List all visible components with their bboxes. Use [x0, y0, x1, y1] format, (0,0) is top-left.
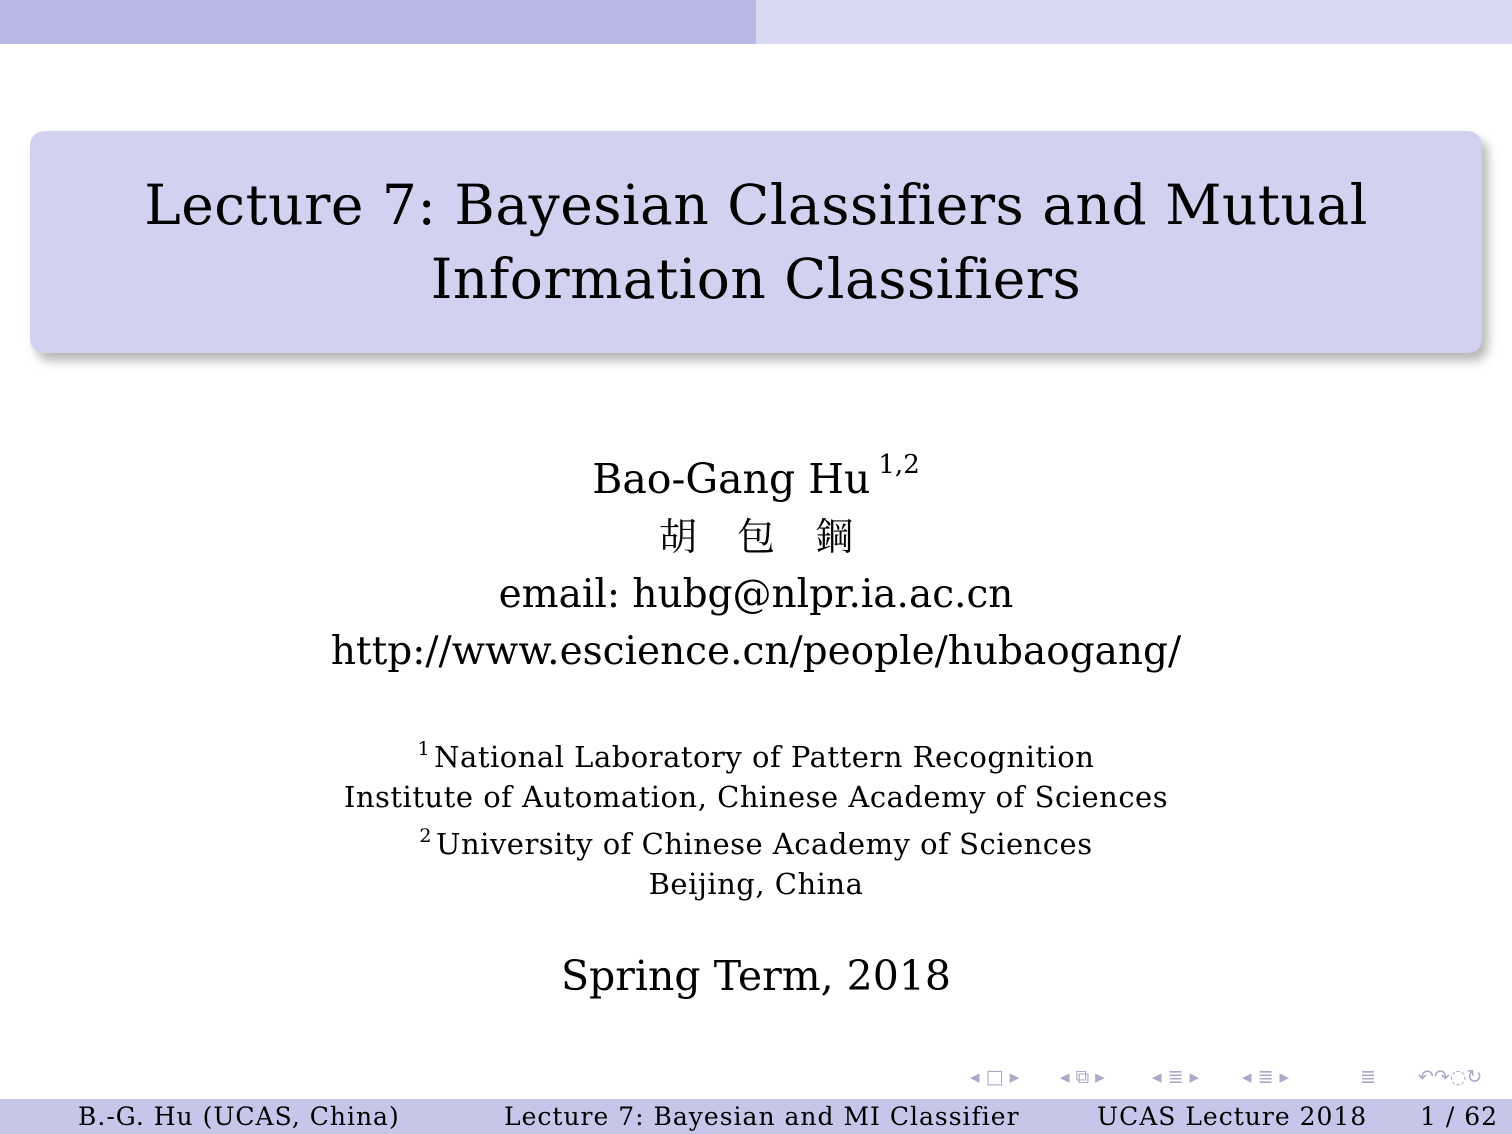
footer-author: B.-G. Hu (UCAS, China): [78, 1102, 400, 1131]
author-line: [0, 436, 1512, 508]
nav-subsection-icon[interactable]: ◂ ≣ ▸: [1152, 1066, 1200, 1088]
nav-align-icon[interactable]: ≣: [1360, 1066, 1376, 1088]
author-chinese-name: 胡 包 鋼: [658, 515, 868, 559]
top-bar-progress: [0, 0, 756, 44]
institute-name-2: University of Chinese Academy of Sciences: [436, 827, 1093, 861]
author-affiliation-marks: 1,2: [878, 450, 920, 480]
author-url: http://www.escience.cn/people/hubaogang/: [330, 629, 1182, 674]
slide-date: Spring Term, 2018: [560, 952, 952, 1000]
footer-bar: [0, 1099, 1512, 1134]
institute-line-1: [0, 730, 1512, 778]
institute-name-1: National Laboratory of Pattern Recognition: [434, 740, 1095, 774]
nav-frame-icon[interactable]: ◂ ⧉ ▸: [1060, 1066, 1105, 1088]
beamer-navigation: [968, 1064, 1508, 1090]
title-box: [30, 131, 1482, 353]
author-email: email: hubg@nlpr.ia.ac.cn: [498, 572, 1014, 617]
nav-prev-slide-icon[interactable]: ◂ □ ▸: [970, 1066, 1020, 1088]
footer-title: Lecture 7: Bayesian and MI Classifier: [504, 1102, 1020, 1131]
nav-section-icon[interactable]: ◂ ≣ ▸: [1242, 1066, 1290, 1088]
author-block: [0, 436, 1512, 680]
institute-line-3: [0, 817, 1512, 865]
institute-line-4: Beijing, China: [648, 866, 864, 901]
footer-event: UCAS Lecture 2018: [1097, 1102, 1368, 1131]
author-name: Bao-Gang Hu: [592, 455, 871, 503]
title-line-2: Information Classifiers: [430, 247, 1082, 311]
footer-page-number: 1 / 62: [1420, 1102, 1499, 1131]
institute-block: [0, 730, 1512, 904]
top-bar: [0, 0, 1512, 44]
institute-mark-2: 2: [419, 825, 432, 847]
institute-line-2: Institute of Automation, Chinese Academy of Sciences: [343, 779, 1169, 814]
institute-mark-1: 1: [417, 738, 431, 760]
nav-search-icon[interactable]: ↶↷◌↻: [1418, 1066, 1483, 1088]
title-line-1: Lecture 7: Bayesian Classifiers and Mutual: [144, 173, 1368, 237]
slide-title: [144, 168, 1368, 316]
